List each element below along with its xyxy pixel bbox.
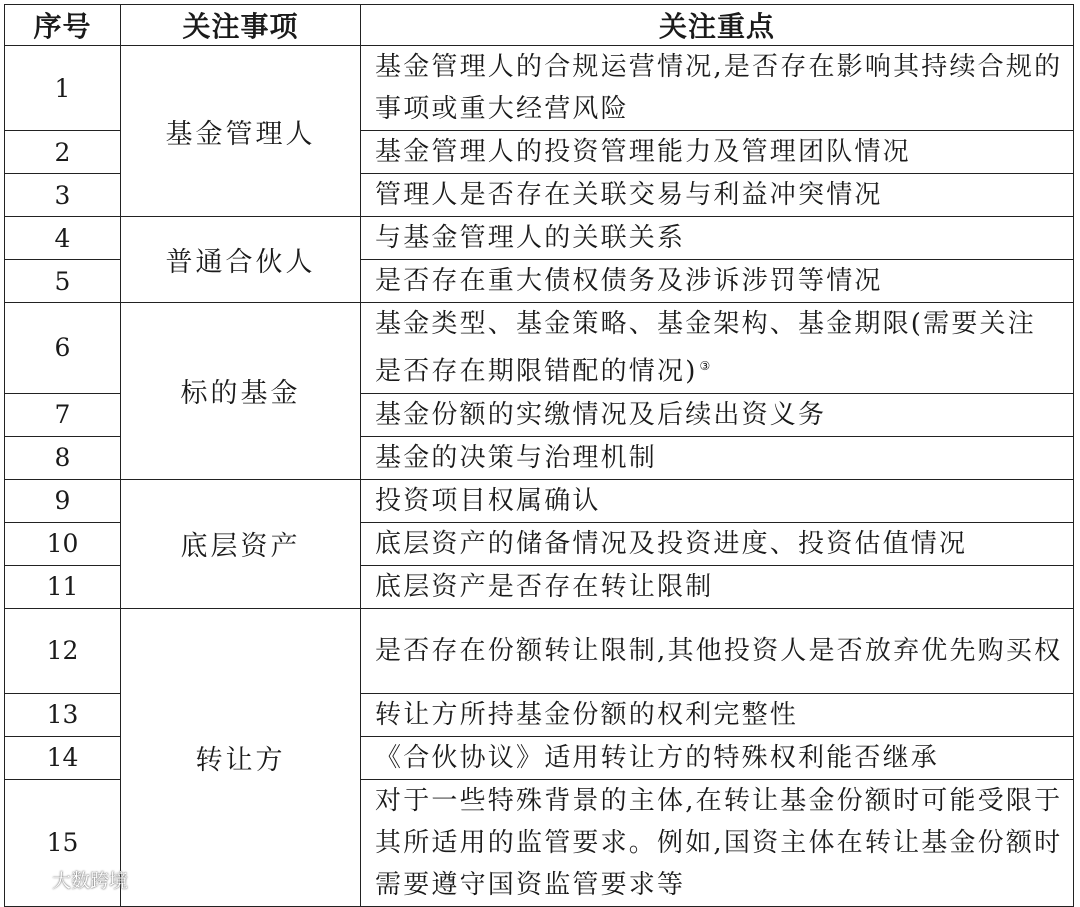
table-row: [5, 608, 1074, 693]
focus-text: 基金管理人的合规运营情况,是否存在影响其持续合规的事项或重大经营风险: [361, 46, 1074, 131]
row-number: 7: [5, 393, 121, 436]
row-number: 5: [5, 260, 121, 303]
focus-text: 底层资产的储备情况及投资进度、投资估值情况: [361, 522, 1074, 565]
row-number: 13: [5, 693, 121, 736]
watermark-text: 大数跨境: [52, 870, 129, 892]
row-number: 4: [5, 217, 121, 260]
table-row: [5, 303, 1074, 394]
row-number: 10: [5, 522, 121, 565]
brand-logo-icon: [8, 869, 48, 891]
row-number: 1: [5, 46, 121, 131]
focus-text: 投资项目权属确认: [361, 479, 1074, 522]
row-number: 12: [5, 608, 121, 693]
row-number: 15: [5, 779, 121, 906]
footnote-marker: ③: [699, 359, 711, 373]
focus-text: 管理人是否存在关联交易与利益冲突情况: [361, 174, 1074, 217]
focus-text: 基金管理人的投资管理能力及管理团队情况: [361, 131, 1074, 174]
row-number: 11: [5, 565, 121, 608]
focus-text: 基金的决策与治理机制: [361, 436, 1074, 479]
focus-text: 与基金管理人的关联关系: [361, 217, 1074, 260]
focus-text: 《合伙协议》适用转让方的特殊权利能否继承: [361, 736, 1074, 779]
focus-text: 基金份额的实缴情况及后续出资义务: [361, 393, 1074, 436]
focus-text: 是否存在份额转让限制,其他投资人是否放弃优先购买权: [361, 608, 1074, 693]
row-number: 9: [5, 479, 121, 522]
focus-text: 是否存在重大债权债务及涉诉涉罚等情况: [361, 260, 1074, 303]
header-row: [5, 5, 1074, 46]
focus-text: 对于一些特殊背景的主体,在转让基金份额时可能受限于其所适用的监管要求。例如,国资主体在转让基金份额时需要遵守国资监管要求等: [361, 779, 1074, 906]
focus-text: 基金类型、基金策略、基金架构、基金期限(需要关注是否存在期限错配的情况): [375, 309, 1036, 387]
focus-table: [4, 4, 1074, 907]
table-row: [5, 46, 1074, 131]
row-number: 6: [5, 303, 121, 394]
row-number: 14: [5, 736, 121, 779]
focus-text: 底层资产是否存在转让限制: [361, 565, 1074, 608]
focus-text-cell: [361, 303, 1074, 394]
group-label: 标的基金: [121, 303, 361, 480]
table-row: [5, 217, 1074, 260]
focus-text: 转让方所持基金份额的权利完整性: [361, 693, 1074, 736]
group-label: 转让方: [121, 608, 361, 906]
header-no: 序号: [5, 5, 121, 46]
watermark: [8, 866, 128, 893]
row-number: 2: [5, 131, 121, 174]
table-row: [5, 479, 1074, 522]
group-label: 普通合伙人: [121, 217, 361, 303]
row-number: 8: [5, 436, 121, 479]
header-focus: 关注重点: [361, 5, 1074, 46]
group-label: 基金管理人: [121, 46, 361, 217]
row-number: 3: [5, 174, 121, 217]
group-label: 底层资产: [121, 479, 361, 608]
header-item: 关注事项: [121, 5, 361, 46]
